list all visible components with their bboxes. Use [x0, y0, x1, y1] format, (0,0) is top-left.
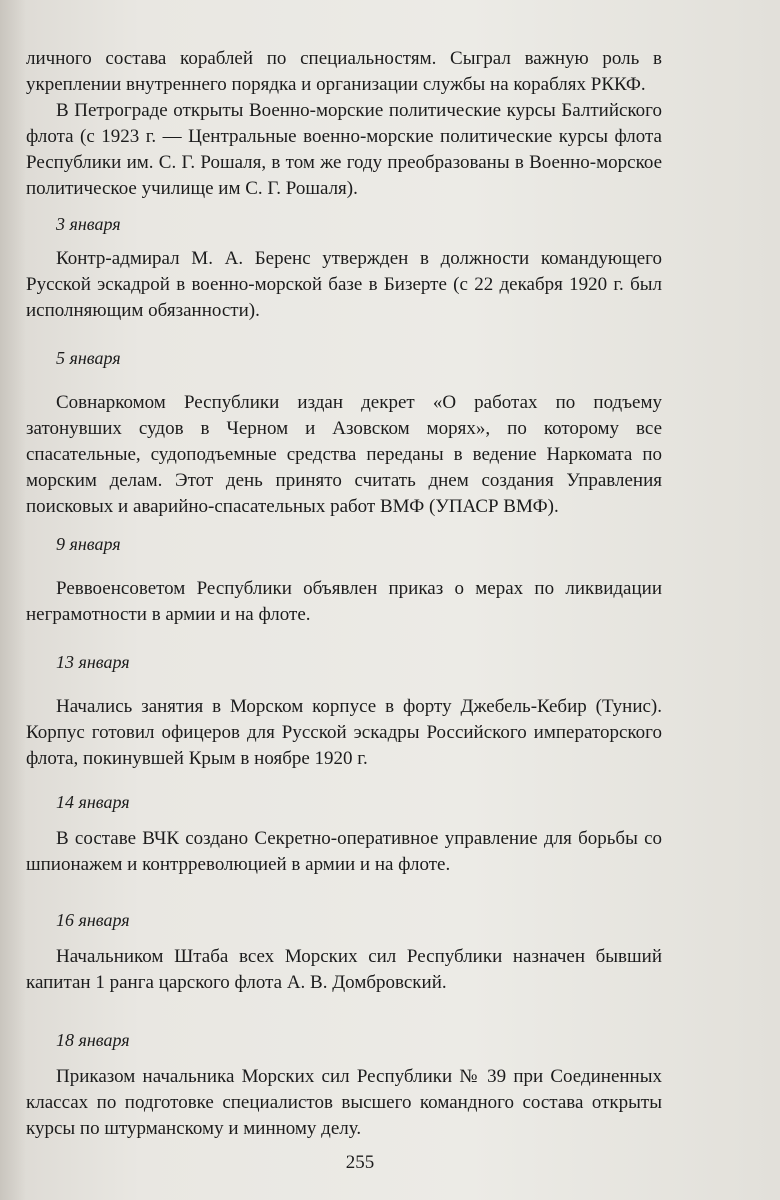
entry-date: 9 января	[56, 534, 121, 554]
entry-date: 18 января	[56, 1030, 130, 1050]
entry-9-jan	[26, 532, 662, 628]
entry-text: Контр-адмирал М. А. Беренс утвержден в должности командующего Русской эскадрой в военно-морской базе в Бизерте (с 22 декабря 1920 г. был исполняющим обязанности).	[26, 248, 662, 321]
entry-date: 14 января	[56, 792, 130, 812]
intro-paragraph-1: личного состава кораблей по специальностям. Сыграл важную роль в укреплении внутреннего порядка и организации службы на кораблях РККФ.	[26, 48, 662, 95]
entry-text: Реввоенсоветом Республики объявлен приказ о мерах по ликвидации неграмотности в армии и на флоте.	[26, 578, 662, 625]
entry-date: 16 января	[56, 910, 130, 930]
entry-3-jan	[26, 212, 662, 324]
entry-5-jan	[26, 346, 662, 520]
entry-date: 13 января	[56, 652, 130, 672]
entry-text: Начальником Штаба всех Морских сил Республики назначен бывший капитан 1 ранга царского флота А. В. Домбровский.	[26, 946, 662, 993]
entry-14-jan	[26, 790, 662, 878]
intro-section	[26, 46, 662, 202]
entry-text: Приказом начальника Морских сил Республики № 39 при Соединенных классах по подготовке специалистов высшего командного состава открыты курсы по штурманскому и минному делу.	[26, 1066, 662, 1139]
entry-date: 5 января	[56, 348, 121, 368]
entry-text: Совнаркомом Республики издан декрет «О работах по подъему затонувших судов в Черном и Азовском морях», по которому все спасательные, судоподъемные средства переданы в ведение Наркомата по морским делам. Этот день принято считать днем создания Управления поисковых и аварийно-спасательных работ ВМФ (УПАСР ВМФ).	[26, 392, 662, 517]
page-number: 255	[345, 1152, 375, 1173]
entry-text: В составе ВЧК создано Секретно-оперативное управление для борьбы со шпионажем и контрреволюцией в армии и на флоте.	[26, 828, 662, 875]
entry-13-jan	[26, 650, 662, 772]
intro-paragraph-2: В Петрограде открыты Военно-морские политические курсы Балтийского флота (с 1923 г. — Центральные военно-морские политические курсы флота Республики им. С. Г. Рошаля, в том же году преобразованы в Военно-морское политическое училище им С. Г. Рошаля).	[26, 100, 662, 199]
entry-text: Начались занятия в Морском корпусе в форту Джебель-Кебир (Тунис). Корпус готовил офицеров для Русской эскадры Российского императорского флота, покинувшей Крым в ноябре 1920 г.	[26, 696, 662, 769]
entry-date: 3 января	[56, 214, 121, 234]
entry-16-jan	[26, 908, 662, 996]
entry-18-jan	[26, 1028, 662, 1142]
